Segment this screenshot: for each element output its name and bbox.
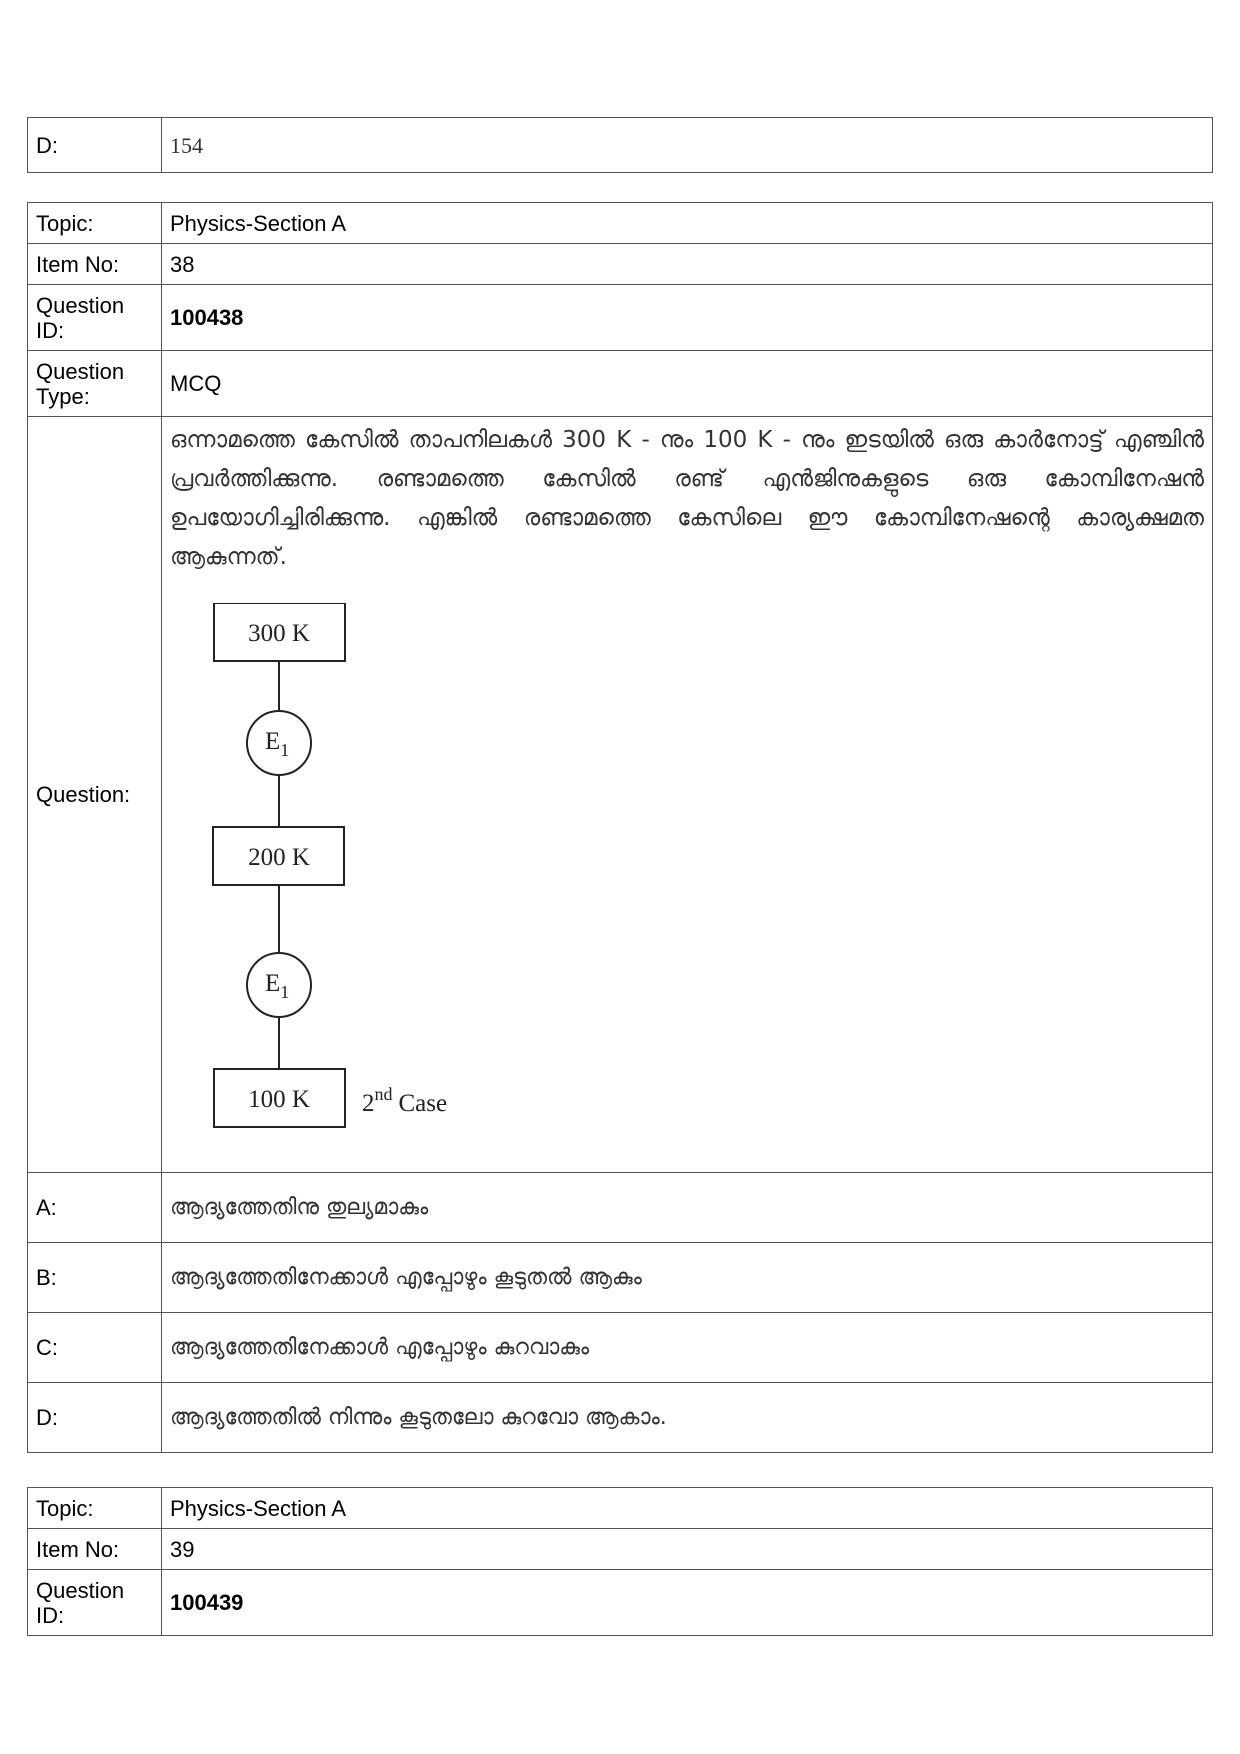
engine-label-2: $E_1$ [265,970,290,1002]
option-a-text: ആദ്യത്തേതിനു തുല്യമാകും [162,1173,1213,1243]
question-id-label: Question ID: [28,285,162,351]
topic-label: Topic: [28,203,162,244]
question-type-label: Question Type: [28,351,162,417]
question-label: Question: [28,417,162,1173]
question-38-table [27,202,1213,1453]
topic-label: Topic: [28,1488,162,1529]
option-b-label: B: [28,1243,162,1313]
question-id-label: Question ID: [28,1570,162,1636]
question-text: ഒന്നാമത്തെ കേസിൽ താപനിലകൾ 300 K - നും 100 K - നും ഇടയിൽ ഒരു കാർനോട്ട് എഞ്ചിൻ പ്രവർത്തിക്കുന്നു. രണ്ടാമത്തെ കേസിൽ രണ്ട് എൻജിനുകളുടെ ഒരു കോമ്പിനേഷൻ ഉപയോഗിച്ചിരിക്കുന്നു. എങ്കിൽ രണ്ടാമത്തെ കേസിലെ ഈ കോമ്പിനേഷന്റെ കാര്യക്ഷമത ആകുന്നത്. [170,427,1204,570]
answer-label: D: [28,118,162,173]
question-id-value: 100438 [162,285,1213,351]
temperature-label-top: 300 K [248,620,310,647]
temperature-label-mid: 200 K [248,844,310,871]
answer-key-table [27,117,1213,173]
option-b-text: ആദ്യത്തേതിനേക്കാൾ എപ്പോഴും കൂടുതൽ ആകും [162,1243,1213,1313]
topic-value: Physics-Section A [162,1488,1213,1529]
engine-label-1: $E_1$ [265,728,290,760]
answer-value: 154 [162,118,1213,173]
topic-value: Physics-Section A [162,203,1213,244]
item-no-label: Item No: [28,1529,162,1570]
option-c-label: C: [28,1313,162,1383]
option-d-label: D: [28,1383,162,1453]
question-type-value: MCQ [162,351,1213,417]
question-id-value: 100439 [162,1570,1213,1636]
carnot-engine-diagram [182,603,482,1163]
temperature-label-bottom: 100 K [248,1086,310,1113]
item-no-label: Item No: [28,244,162,285]
option-c-text: ആദ്യത്തേതിനേക്കാൾ എപ്പോഴും കുറവാകും [162,1313,1213,1383]
case-caption: 2nd Case [362,1084,448,1117]
item-no-value: 38 [162,244,1213,285]
question-body [162,417,1213,1173]
option-d-text: ആദ്യത്തേതിൽ നിന്നും കൂടുതലോ കുറവോ ആകാം. [162,1383,1213,1453]
question-39-table [27,1487,1213,1636]
option-a-label: A: [28,1173,162,1243]
item-no-value: 39 [162,1529,1213,1570]
